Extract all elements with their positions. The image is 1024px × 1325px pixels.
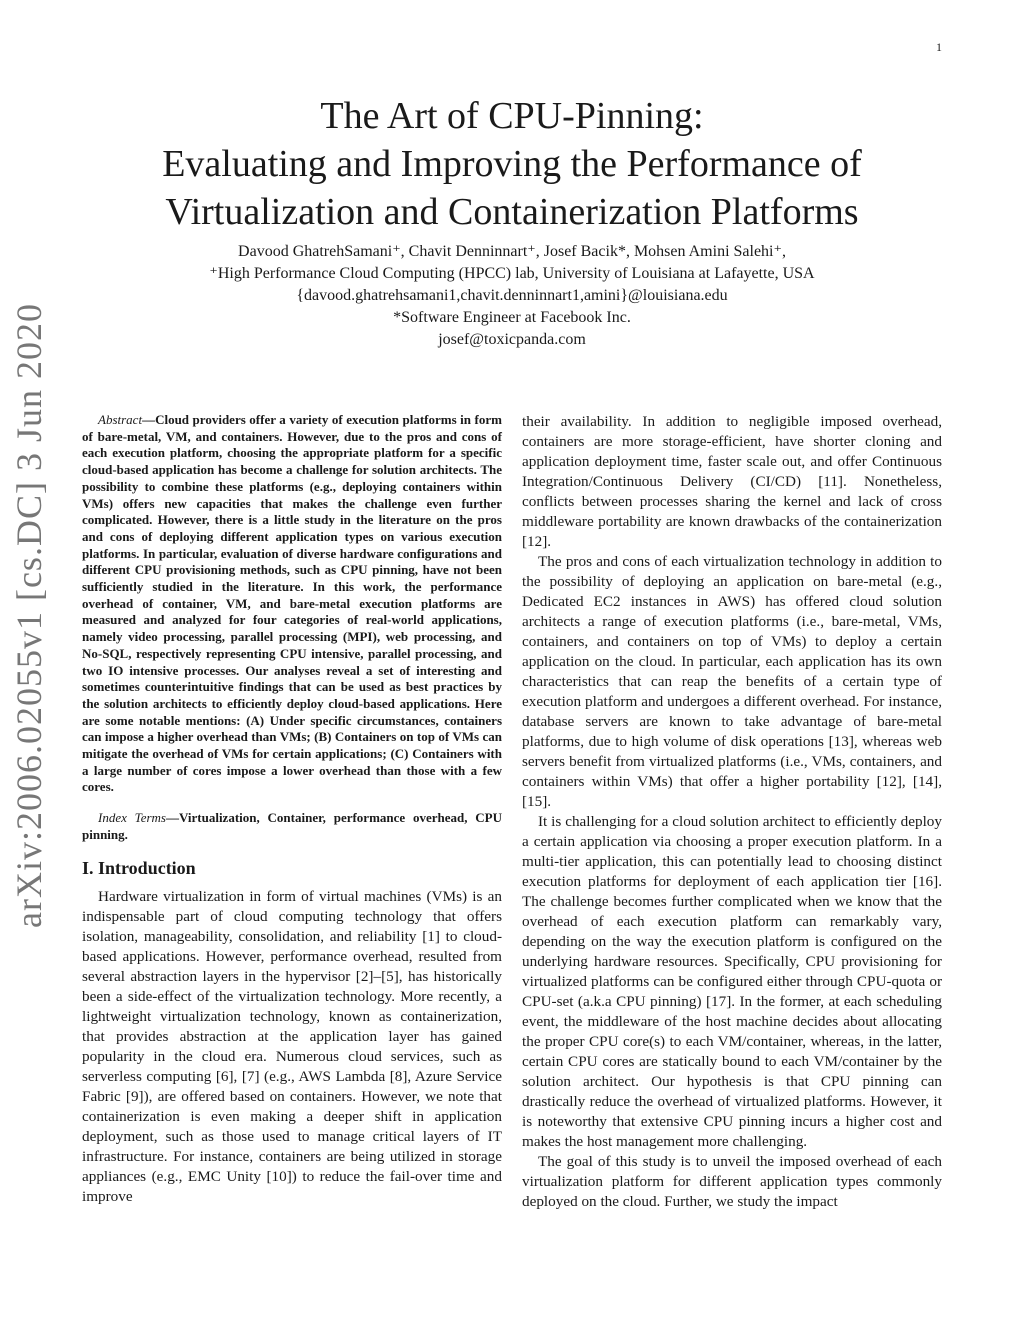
- title-line: Virtualization and Containerization Platforms: [165, 191, 859, 233]
- author-block: [80, 241, 944, 351]
- index-terms-label: Index Terms: [98, 810, 166, 826]
- paper-title: [80, 92, 944, 236]
- affiliation-secondary: *Software Engineer at Facebook Inc.: [393, 309, 631, 326]
- abstract: [82, 412, 502, 796]
- body-paragraph: It is challenging for a cloud solution architect to efficiently deploy a certain application via choosing a proper execution platform. In a multi-tier application, this can potentially lead to choosing distinct execution platforms for deployment of each application tier [16]. The challenge becomes further complicated when we know that the overhead of each execution platform can remarkably vary, depending on the way the execution platform is configured on the underlying hardware resources. Specifically, CPU provisioning for virtualized platforms can be configured either through CPU-quota or CPU-set (a.k.a CPU pinning) [17]. In the former, at each scheduling event, the middleware of the host machine decides about allocating the proper CPU core(s) to each VM/container, whereas, in the latter, certain CPU cores are statically bound to each VM/container by the solution architect. Our hypothesis is that CPU pinning can drastically reduce the overhead of virtualized platforms. However, it is noteworthy that extensive CPU pinning incurs a higher cost and makes the host management more challenging.: [522, 813, 942, 1150]
- page-number: 1: [936, 40, 942, 54]
- right-column: [522, 412, 942, 1212]
- index-terms-text: —Virtualization, Container, performance overhead, CPU pinning.: [82, 810, 502, 842]
- body-paragraph: their availability. In addition to negligible imposed overhead, containers are more storage-efficient, have shorter cloning and application deployment time, faster scale out, and offer Continuous Integration/Continuous Delivery (CI/CD) [11]. Nonetheless, conflicts between processes sharing the kernel and lack of cross middleware portability are known drawbacks of the containerization [12].: [522, 413, 942, 550]
- section-heading: I. Introduction: [82, 857, 196, 878]
- title-line: The Art of CPU-Pinning:: [320, 95, 704, 137]
- left-column: [82, 412, 502, 1207]
- title-line: Evaluating and Improving the Performance of: [162, 143, 862, 185]
- author-names: Davood GhatrehSamani⁺, Chavit Denninnart⁺, Josef Bacik*, Mohsen Amini Salehi⁺,: [238, 243, 786, 260]
- author-email-secondary[interactable]: josef@toxicpanda.com: [438, 331, 586, 348]
- affiliation: ⁺High Performance Cloud Computing (HPCC) lab, University of Louisiana at Lafayette, USA: [209, 265, 815, 282]
- author-emails[interactable]: {davood.ghatrehsamani1,chavit.denninnart1,amini}@louisiana.edu: [296, 287, 728, 304]
- body-paragraph: Hardware virtualization in form of virtual machines (VMs) is an indispensable part of cloud computing technology that offers isolation, manageability, consolidation, and reliability [1] to cloud-based applications. However, performance overhead, resulted from several abstraction layers in the hypervisor [2]–[5], has historically been a side-effect of the virtualization technology. More recently, a lightweight virtualization technology, known as containerization, that provides abstraction at the application layer has gained popularity in the cloud era. Numerous cloud services, such as serverless computing [6], [7] (e.g., AWS Lambda [8], Azure Service Fabric [9]), are offered based on containers. However, we note that containerization is even making a deeper shift in application deployment, such as those used to manage critical layers of IT infrastructure. For instance, containers are being utilized in storage appliances (e.g., EMC Unity [10]) to reduce the fail-over time and improve: [82, 887, 502, 1205]
- index-terms: [82, 810, 502, 843]
- body-paragraph: The pros and cons of each virtualization technology in addition to the possibility of deploying an application on bare-metal (e.g., Dedicated EC2 instances in AWS) has offered cloud solution architects a range of execution platforms (i.e., bare-metal, VMs, containers, and containers on top of VMs) to deploy a certain application on the cloud. In particular, each application has its own characteristics that can reap the benefits of a certain type of execution platform and undergoes a different overhead. For instance, database servers are known to take advantage of bare-metal platforms, due to high volume of disk operations [13], whereas web servers benefit from virtualized platforms (i.e., VMs, containers, and containers within VMs) that offer a higher portability [12], [14], [15].: [522, 553, 942, 810]
- abstract-label: Abstract: [98, 412, 143, 427]
- abstract-text: —Cloud providers offer a variety of execution platforms in form of bare-metal, VM, and containers. However, due to the pros and cons of each execution platform, choosing the appropriate platform for a specific cloud-based application has become a challenge for solution architects. The possibility to combine these platforms (e.g., deploying containers within VMs) offers new capacities that makes the challenge even further complicated. However, there is a little study in the literature on the pros and cons of deploying different application types on various execution platforms. In particular, evaluation of diverse hardware configurations and different CPU provisioning methods, such as CPU pinning, have not been sufficiently studied in the literature. In this work, the performance overhead of container, VM, and bare-metal execution platforms are measured and analyzed for four categories of real-world applications, namely video processing, parallel processing (MPI), web processing, and No-SQL, respectively representing CPU intensive, parallel processing, and two IO intensive processes. Our analyses reveal a set of interesting and sometimes counterintuitive findings that can be used as best practices by the solution architects to efficiently deploy cloud-based applications. Here are some notable mentions: (A) Under specific circumstances, containers can impose a higher overhead than VMs; (B) Containers on top of VMs can mitigate the overhead of VMs for certain applications; (C) Containers with a large number of cores impose a lower overhead than those with a few cores.: [82, 412, 502, 795]
- body-paragraph: The goal of this study is to unveil the imposed overhead of each virtualization platform for different application types commonly deployed on the cloud. Further, we study the impact: [522, 1153, 942, 1210]
- arxiv-identifier[interactable]: arXiv:2006.02055v1 [cs.DC] 3 Jun 2020: [9, 303, 49, 928]
